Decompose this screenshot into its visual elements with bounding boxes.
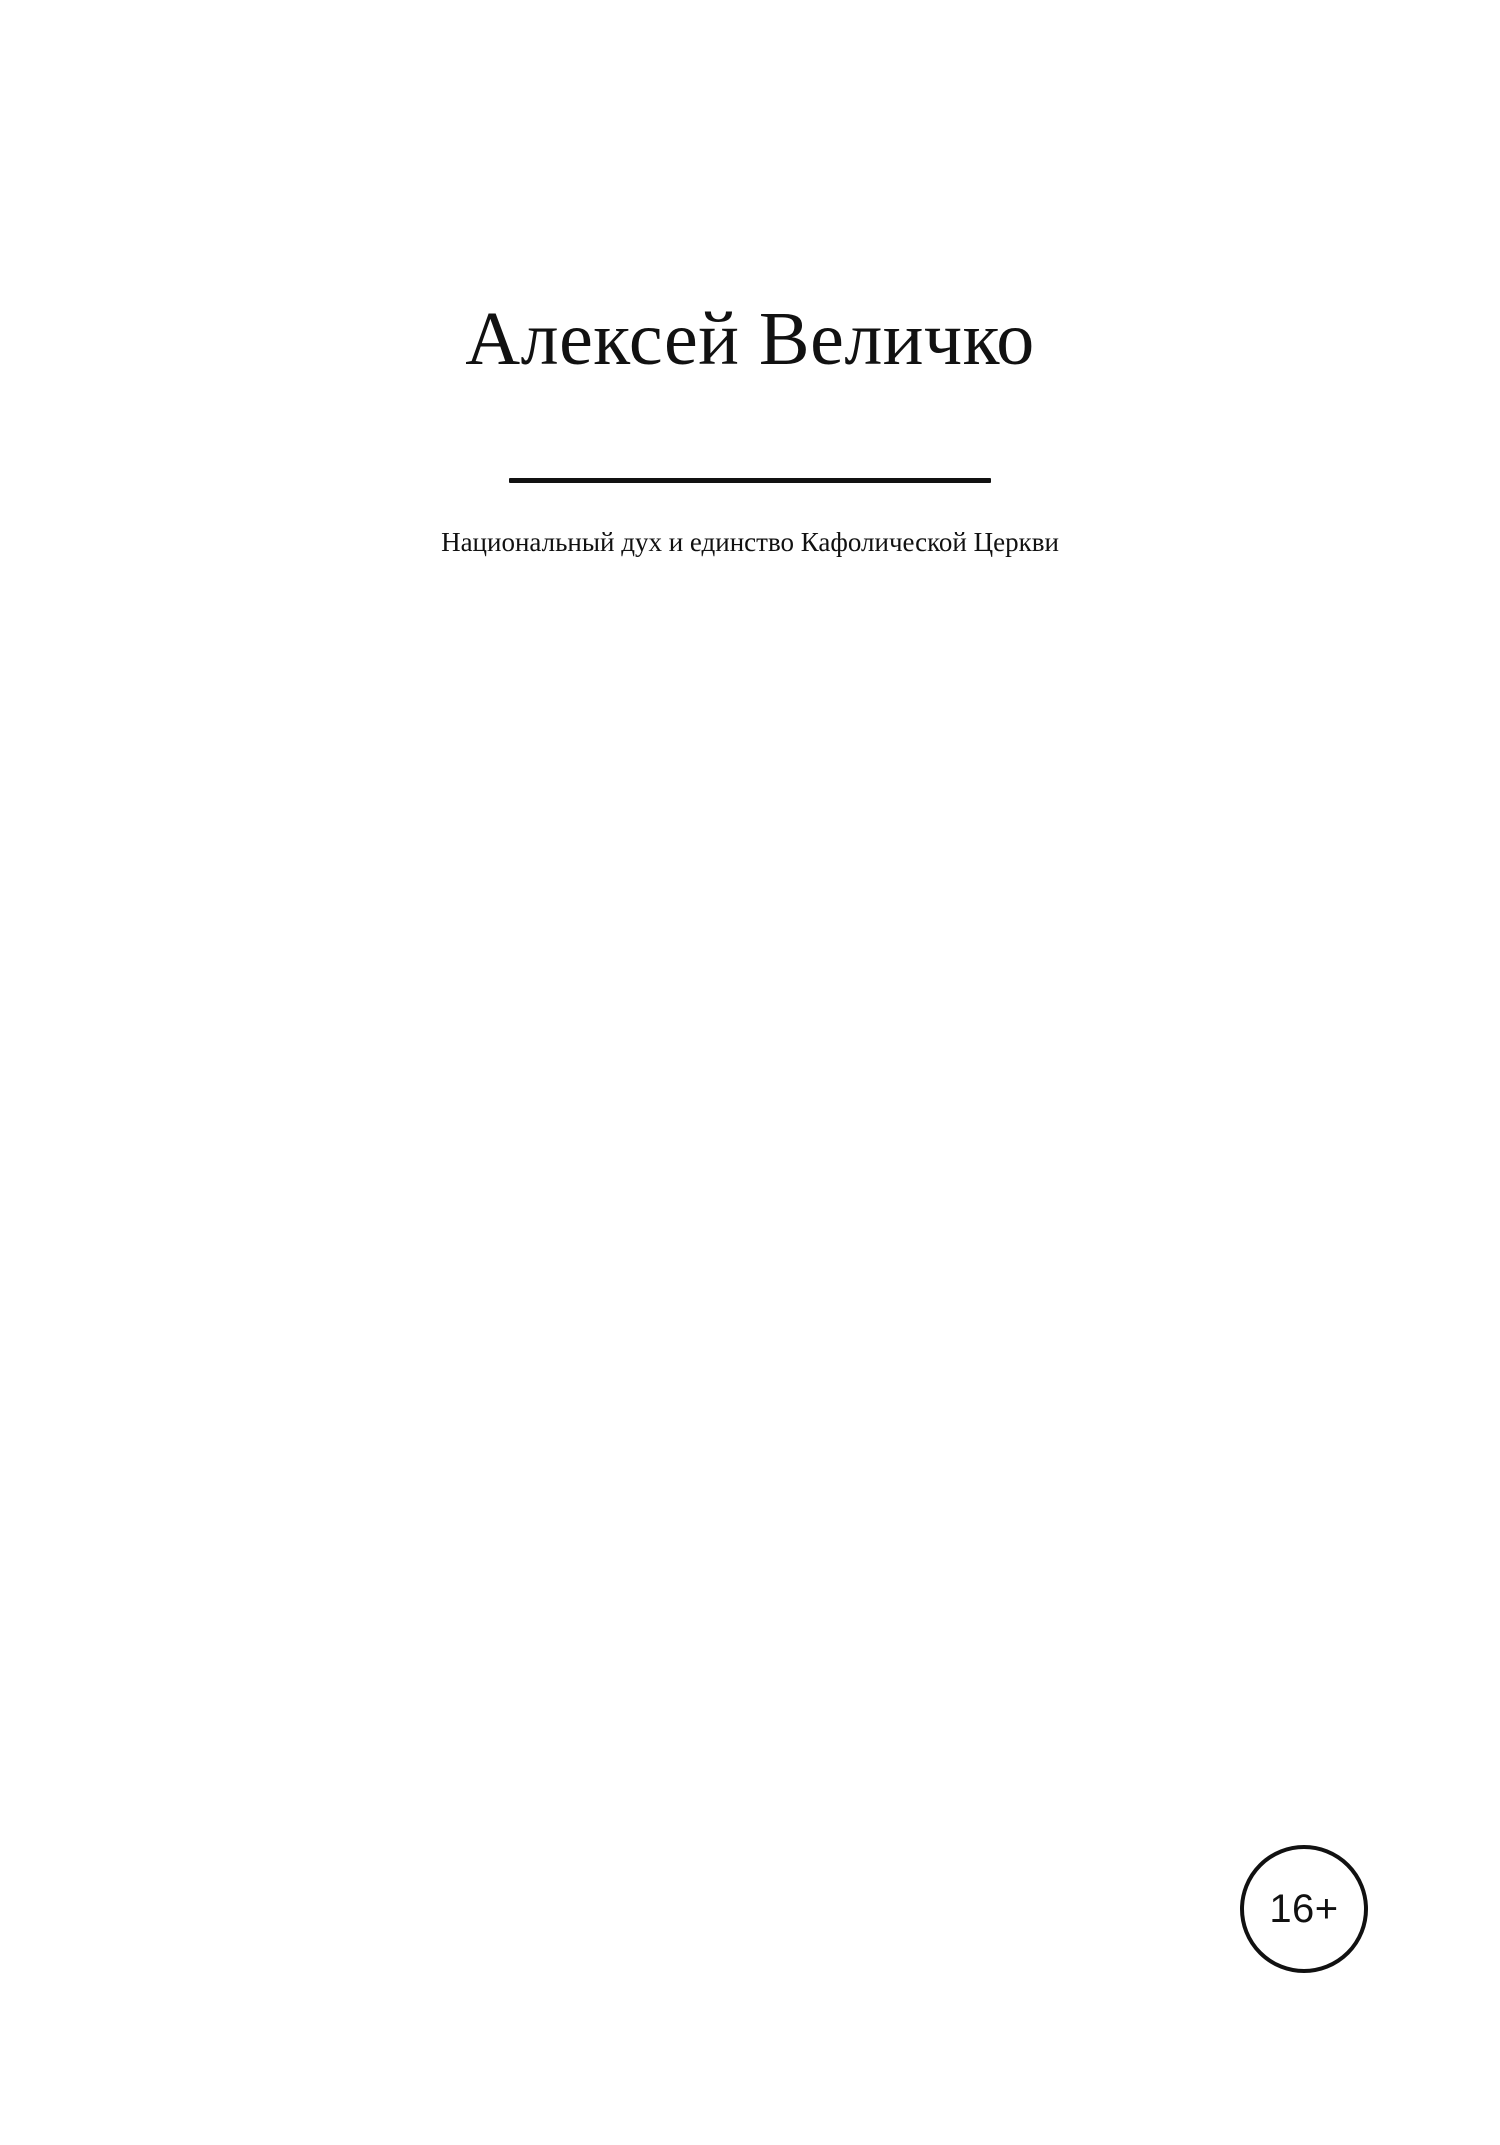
divider-wrap [0, 470, 1500, 488]
age-rating-label: 16+ [1269, 1887, 1339, 1931]
age-rating-badge [1240, 1845, 1368, 1973]
horizontal-rule-divider [509, 478, 991, 483]
subtitle-block [0, 525, 1500, 560]
author-name: Алексей Величко [465, 297, 1035, 381]
book-subtitle: Национальный дух и единство Кафолической Церкви [441, 527, 1059, 557]
author-block [0, 297, 1500, 381]
